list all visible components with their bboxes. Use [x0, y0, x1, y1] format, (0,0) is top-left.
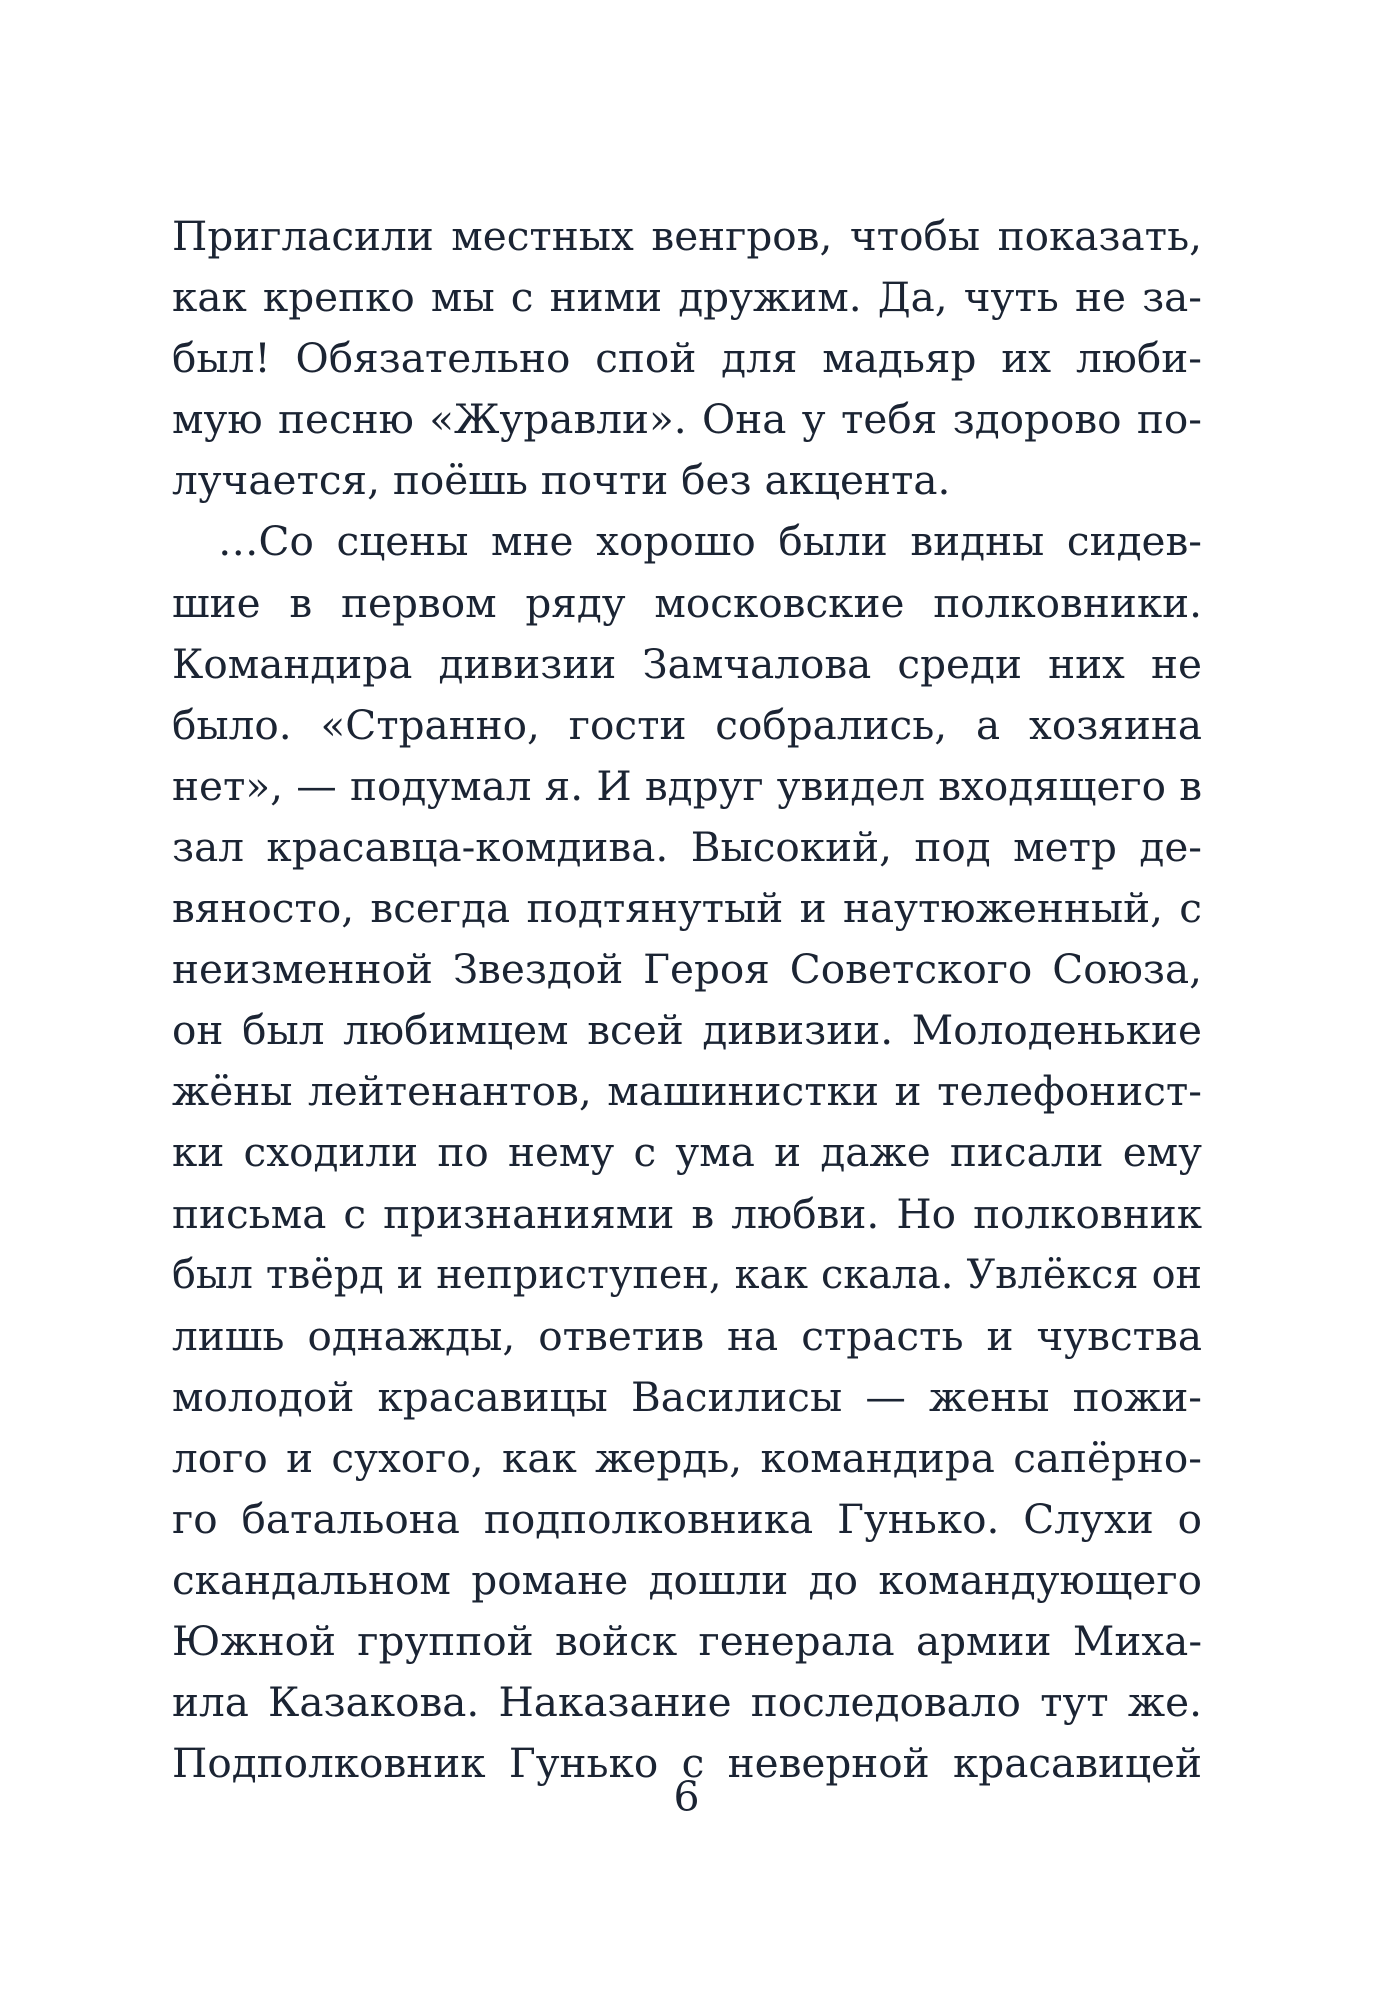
- text-line: лого и сухого, как жердь, командира сапёрно-: [172, 1433, 1202, 1482]
- text-line: молодой красавицы Василисы — жены пожи-: [172, 1372, 1202, 1421]
- text-line: был! Обязательно спой для мадьяр их люби-: [172, 334, 1202, 383]
- text-line: был твёрд и неприступен, как скала. Увлёкся он: [172, 1251, 1202, 1298]
- text-line: неизменной Звездой Героя Советского Союза,: [172, 945, 1202, 994]
- text-line: жёны лейтенантов, машинистки и телефонист-: [172, 1067, 1202, 1116]
- page-number: 6: [673, 1773, 700, 1821]
- text-line: вяносто, всегда подтянутый и наутюженный, с: [172, 884, 1202, 933]
- text-line: он был любимцем всей дивизии. Молоденькие: [172, 1006, 1202, 1055]
- text-line: как крепко мы с ними дружим. Да, чуть не за-: [172, 273, 1202, 322]
- text-line: мую песню «Журавли». Она у тебя здорово по-: [172, 395, 1202, 444]
- text-line: скандальном романе дошли до командующего: [172, 1556, 1202, 1605]
- text-line: Командира дивизии Замчалова среди них не: [172, 639, 1202, 688]
- text-line: лишь однажды, ответив на страсть и чувства: [172, 1311, 1202, 1360]
- text-line: ки сходили по нему с ума и даже писали ему: [172, 1128, 1202, 1177]
- text-line: лучается, поёшь почти без акцента.: [172, 456, 951, 505]
- text-line: письма с признаниями в любви. Но полковник: [172, 1189, 1202, 1238]
- text-line: шие в первом ряду московские полковники.: [172, 578, 1202, 627]
- body-text: [172, 206, 1202, 1794]
- text-line: нет», — подумал я. И вдруг увидел входящего в: [172, 761, 1202, 810]
- text-line: Подполковник Гунько с неверной красавицей: [172, 1739, 1202, 1788]
- text-line: …Со сцены мне хорошо были видны сидев-: [218, 517, 1202, 566]
- text-line: было. «Странно, гости собрались, а хозяина: [172, 700, 1202, 749]
- text-line: Южной группой войск генерала армии Миха-: [172, 1617, 1202, 1666]
- text-line: зал красавца-комдива. Высокий, под метр де-: [172, 822, 1202, 871]
- text-line: Пригласили местных венгров, чтобы показать,: [172, 212, 1202, 260]
- text-line: го батальона подполковника Гунько. Слухи о: [172, 1494, 1202, 1543]
- text-line: ила Казакова. Наказание последовало тут же.: [172, 1678, 1202, 1727]
